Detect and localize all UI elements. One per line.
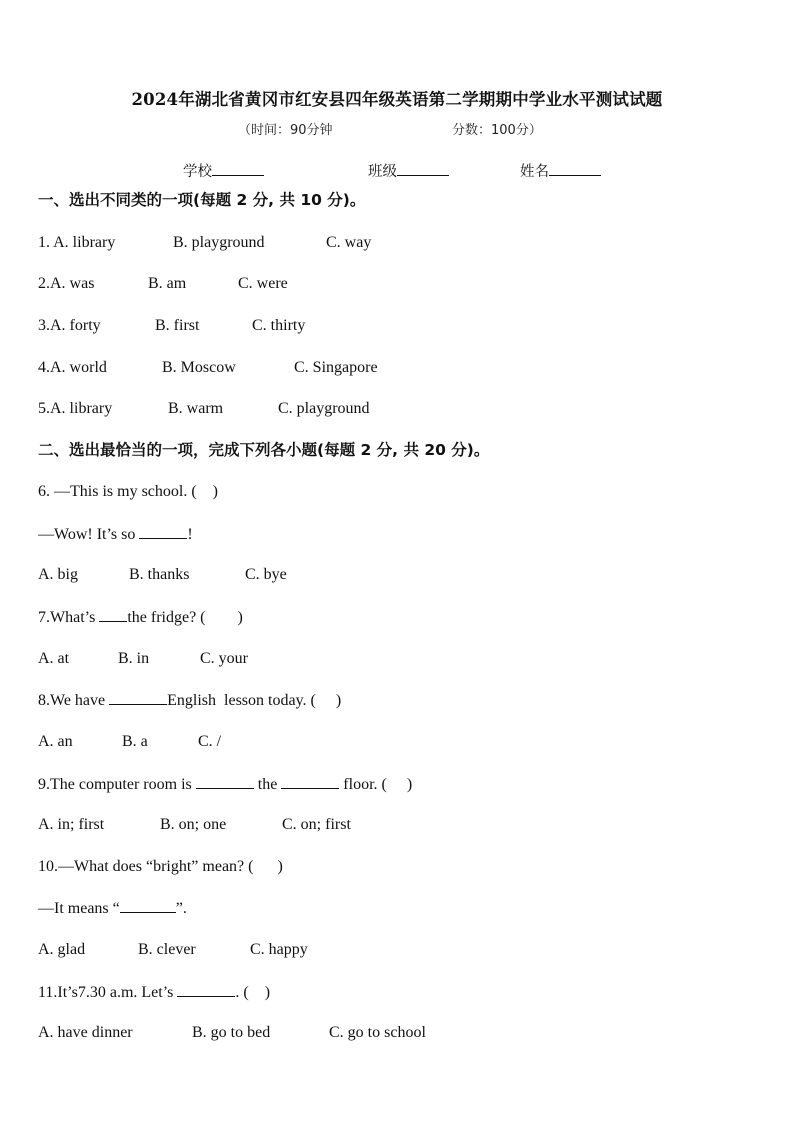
q8-options <box>38 732 738 752</box>
question-5 <box>38 399 738 419</box>
question-2 <box>38 274 738 294</box>
q6-options <box>38 565 738 585</box>
q7-stem <box>38 607 243 628</box>
school-blank[interactable] <box>212 161 264 176</box>
q11-blank[interactable] <box>177 982 235 997</box>
question-1 <box>38 233 738 253</box>
q8-option-c[interactable]: C. / <box>198 733 222 750</box>
q7-option-c[interactable]: C. your <box>200 650 248 667</box>
section2-heading: 二、选出最恰当的一项，完成下列各小题(每题 2 分, 共 20 分)。 <box>38 441 490 459</box>
q11-options <box>38 1023 738 1043</box>
q11-option-b[interactable]: B. go to bed <box>192 1024 271 1041</box>
q6-text: —Wow! It’s so <box>38 526 140 543</box>
q7-text-end: the fridge? ( ) <box>127 609 243 626</box>
q10-text: —It means “ <box>38 900 120 917</box>
q10-line1: 10.—What does “bright” mean? ( ) <box>38 858 283 875</box>
q3-option-c[interactable]: C. thirty <box>252 317 306 334</box>
q5-option-b[interactable]: B. warm <box>168 400 224 417</box>
q8-option-b[interactable]: B. a <box>122 733 148 750</box>
q8-text-end: English lesson today. ( ) <box>167 692 342 709</box>
q2-option-c[interactable]: C. were <box>238 275 288 292</box>
exam-time: （时间：90分钟 <box>238 123 333 138</box>
q7-text: 7.What’s <box>38 609 100 626</box>
q4-option-c[interactable]: C. Singapore <box>294 359 378 376</box>
q9-blank-1[interactable] <box>196 774 254 789</box>
question-3 <box>38 316 738 336</box>
q6-text-end: ! <box>187 526 193 543</box>
school-field[interactable] <box>183 160 264 181</box>
q7-blank[interactable] <box>99 607 127 622</box>
question-4 <box>38 358 738 378</box>
page-title: 2024年湖北省黄冈市红安县四年级英语第二学期期中学业水平测试试题 <box>131 90 663 109</box>
q11-text: 11.It’s7.30 a.m. Let’s <box>38 984 178 1001</box>
q9-option-c[interactable]: C. on; first <box>282 816 351 833</box>
exam-score: 分数：100分） <box>452 123 542 138</box>
q6-blank[interactable] <box>139 524 187 539</box>
name-field[interactable] <box>520 160 601 181</box>
name-label: 姓名 <box>520 164 549 180</box>
q9-options <box>38 815 738 835</box>
q1-option-c[interactable]: C. way <box>326 234 372 251</box>
class-field[interactable] <box>368 160 449 181</box>
q9-text-mid: the <box>253 776 282 793</box>
q2-option-b[interactable]: B. am <box>148 275 187 292</box>
q9-option-b[interactable]: B. on; one <box>160 816 227 833</box>
q10-option-a[interactable]: A. glad <box>38 941 86 958</box>
school-label: 学校 <box>183 164 212 180</box>
q6-line1: 6. —This is my school. ( ) <box>38 483 218 500</box>
q8-option-a[interactable]: A. an <box>38 733 73 750</box>
q4-option-a[interactable]: 4.A. world <box>38 359 107 376</box>
q4-option-b[interactable]: B. Moscow <box>162 359 236 376</box>
q9-text-end: floor. ( ) <box>339 776 413 793</box>
q11-option-c[interactable]: C. go to school <box>329 1024 426 1041</box>
q10-options <box>38 940 738 960</box>
q9-option-a[interactable]: A. in; first <box>38 816 105 833</box>
class-blank[interactable] <box>397 161 449 176</box>
q7-options <box>38 649 738 669</box>
q11-option-a[interactable]: A. have dinner <box>38 1024 133 1041</box>
q6-option-c[interactable]: C. bye <box>245 566 287 583</box>
q10-text-end: ”. <box>175 900 187 917</box>
q9-blank-2[interactable] <box>281 774 339 789</box>
q2-option-a[interactable]: 2.A. was <box>38 275 95 292</box>
name-blank[interactable] <box>549 161 601 176</box>
q1-option-b[interactable]: B. playground <box>173 234 265 251</box>
class-label: 班级 <box>368 164 397 180</box>
q3-option-a[interactable]: 3.A. forty <box>38 317 101 334</box>
q11-text-end: . ( ) <box>235 984 271 1001</box>
section1-heading: 一、选出不同类的一项(每题 2 分, 共 10 分)。 <box>38 191 366 209</box>
q6-option-a[interactable]: A. big <box>38 566 78 583</box>
q10-option-b[interactable]: B. clever <box>138 941 196 958</box>
q8-blank[interactable] <box>109 690 167 705</box>
q6-line2 <box>38 524 193 545</box>
q10-blank[interactable] <box>120 898 176 913</box>
q11-stem <box>38 982 270 1003</box>
q8-stem <box>38 690 341 711</box>
q10-line2 <box>38 898 187 919</box>
q6-option-b[interactable]: B. thanks <box>129 566 190 583</box>
q1-option-a[interactable]: 1. A. library <box>38 234 116 251</box>
q7-option-b[interactable]: B. in <box>118 650 150 667</box>
q9-stem <box>38 774 412 795</box>
q3-option-b[interactable]: B. first <box>155 317 200 334</box>
q9-text: 9.The computer room is <box>38 776 196 793</box>
q5-option-c[interactable]: C. playground <box>278 400 370 417</box>
q5-option-a[interactable]: 5.A. library <box>38 400 113 417</box>
q10-option-c[interactable]: C. happy <box>250 941 308 958</box>
q7-option-a[interactable]: A. at <box>38 650 70 667</box>
q8-text: 8.We have <box>38 692 110 709</box>
